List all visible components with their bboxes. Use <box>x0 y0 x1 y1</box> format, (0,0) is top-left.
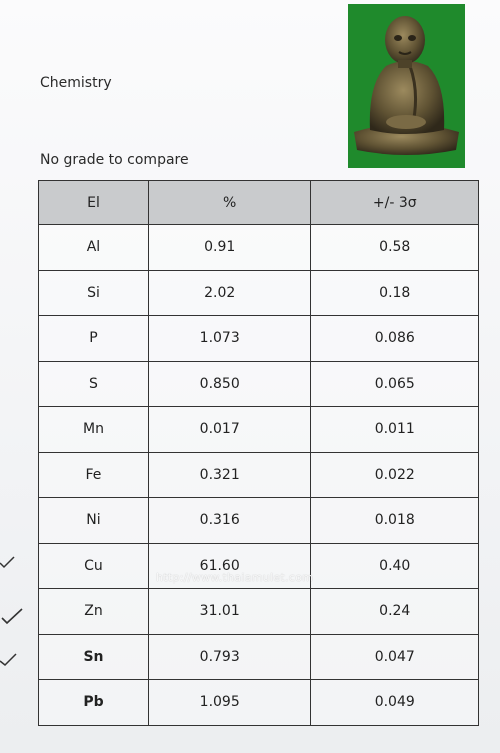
column-header-percent: % <box>148 181 311 225</box>
chemistry-table <box>38 180 479 726</box>
percent-value: 0.316 <box>199 512 240 529</box>
percent-cell <box>148 634 311 680</box>
sigma-cell: 0.049 <box>311 680 479 726</box>
percent-cell <box>148 680 311 726</box>
element-cell: Fe <box>39 452 149 498</box>
watermark-text: http://www.thaiamulet.com <box>156 571 314 584</box>
sigma-cell: 0.24 <box>311 589 479 635</box>
table-row <box>39 361 479 407</box>
document-heading: Chemistry <box>40 75 112 91</box>
table-row <box>39 407 479 453</box>
table-row <box>39 225 479 271</box>
sigma-cell: 0.011 <box>311 407 479 453</box>
sigma-cell: 0.022 <box>311 452 479 498</box>
sigma-cell: 0.086 <box>311 316 479 362</box>
percent-value: 0.850 <box>199 375 240 392</box>
percent-value: 2.02 <box>204 284 236 301</box>
percent-cell <box>148 407 311 453</box>
element-cell: Al <box>39 225 149 271</box>
percent-value: 1.073 <box>199 330 240 347</box>
table-header-row <box>39 181 479 225</box>
element-cell: Pb <box>39 680 149 726</box>
checkmark-icon <box>0 553 26 573</box>
column-header-element: El <box>39 181 149 225</box>
sigma-cell: 0.018 <box>311 498 479 544</box>
element-cell: Si <box>39 270 149 316</box>
table-row <box>39 270 479 316</box>
percent-value: 31.01 <box>199 603 240 620</box>
sigma-cell: 0.047 <box>311 634 479 680</box>
percent-cell <box>148 452 311 498</box>
percent-cell <box>148 361 311 407</box>
checkmark-icon <box>0 650 26 670</box>
percent-value: 1.095 <box>199 694 240 711</box>
amulet-photo <box>348 4 465 168</box>
percent-value: 0.793 <box>199 648 240 665</box>
element-cell: Zn <box>39 589 149 635</box>
table-row <box>39 316 479 362</box>
element-cell: Ni <box>39 498 149 544</box>
sigma-cell: 0.58 <box>311 225 479 271</box>
percent-cell <box>148 498 311 544</box>
percent-value: 0.321 <box>199 466 240 483</box>
element-cell: P <box>39 316 149 362</box>
percent-value: 61.60 <box>199 557 240 574</box>
percent-cell <box>148 589 311 635</box>
sigma-cell: 0.065 <box>311 361 479 407</box>
percent-value: 0.91 <box>204 239 236 256</box>
table-row <box>39 498 479 544</box>
table-row <box>39 634 479 680</box>
table-row <box>39 452 479 498</box>
element-cell: Mn <box>39 407 149 453</box>
column-header-sigma: +/- 3σ <box>311 181 479 225</box>
table-row <box>39 680 479 726</box>
percent-value: 0.017 <box>199 421 240 438</box>
element-cell: Sn <box>39 634 149 680</box>
sigma-cell: 0.40 <box>311 543 479 589</box>
percent-cell <box>148 225 311 271</box>
checkmark-icon <box>0 606 26 626</box>
sigma-cell: 0.18 <box>311 270 479 316</box>
document-subheading: No grade to compare <box>40 152 189 168</box>
percent-cell <box>148 270 311 316</box>
element-cell: Cu <box>39 543 149 589</box>
element-cell: S <box>39 361 149 407</box>
percent-cell <box>148 316 311 362</box>
table-row <box>39 589 479 635</box>
